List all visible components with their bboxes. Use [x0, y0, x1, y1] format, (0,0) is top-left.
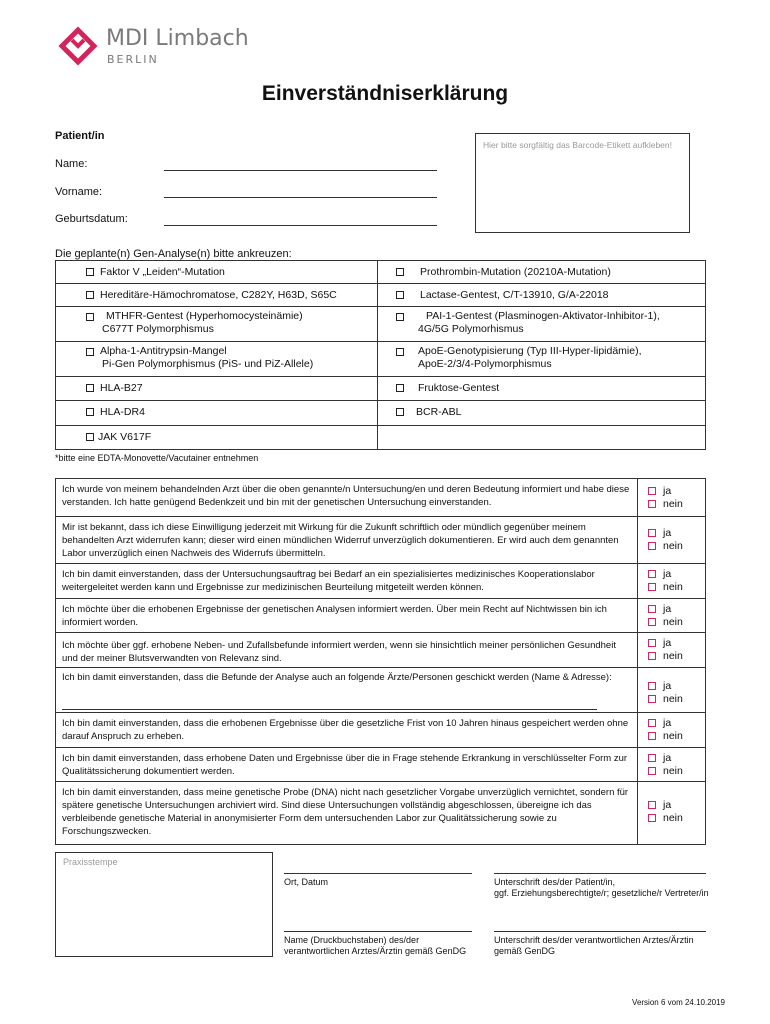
- analyses-footnote: *bitte eine EDTA-Monovette/Vacutainer entnehmen: [55, 453, 259, 463]
- checkbox-icon[interactable]: [396, 384, 404, 392]
- checkbox-icon[interactable]: [648, 605, 656, 613]
- vorname-label: Vorname:: [55, 186, 103, 198]
- consent-yes[interactable]: ja: [648, 603, 705, 616]
- checkbox-icon[interactable]: [648, 487, 656, 495]
- doctor-signature-label-1: Unterschrift des/der verantwortlichen Arztes/Ärztin: [494, 935, 694, 945]
- consent-yes[interactable]: ja: [648, 527, 705, 540]
- consent-no[interactable]: nein: [648, 650, 705, 663]
- analysis-label: HLA-DR4: [100, 406, 145, 418]
- analysis-cell[interactable]: [377, 260, 706, 284]
- analysis-label: Fruktose-Gentest: [418, 382, 500, 394]
- page-title: Einverständniserklärung: [261, 82, 509, 105]
- analysis-cell[interactable]: [55, 341, 378, 377]
- checkbox-icon[interactable]: [648, 570, 656, 578]
- analysis-cell[interactable]: [55, 306, 378, 342]
- analysis-label: JAK V617F: [98, 431, 152, 443]
- analysis-label: MTHFR-Gentest (Hyperhomocysteinämie): [106, 310, 303, 322]
- checkbox-icon[interactable]: [648, 754, 656, 762]
- consent-text-recipients: Ich bin damit einverstanden, dass die Befunde der Analyse auch an folgende Ärzte/Personen geschickt werden (Name & Adresse):: [55, 667, 638, 713]
- checkbox-icon[interactable]: [648, 682, 656, 690]
- checkbox-icon[interactable]: [396, 268, 404, 276]
- consent-options: [637, 667, 706, 713]
- consent-yes[interactable]: ja: [648, 680, 705, 693]
- logo-name: MDI Limbach: [106, 26, 249, 51]
- patient-section-label: Patient/in: [55, 130, 105, 142]
- consent-text: Mir ist bekannt, dass ich diese Einwilligung jederzeit mit Wirkung für die Zukunft schriftlich oder mündlich gegenüber meinem behandelten Arzt widerrufen kann; dieser wird einen mündlichen Widerruf unverzüglich dokumentieren. Er wird auch dem genannten Labor unverzüglich einen Nachweis des Widerrufs übermitteln.: [55, 516, 638, 564]
- consent-yes[interactable]: ja: [648, 717, 705, 730]
- analysis-cell[interactable]: [377, 400, 706, 426]
- analysis-label: Prothrombin-Mutation (20210A-Mutation): [420, 266, 611, 278]
- analysis-cell-empty: [377, 425, 706, 450]
- consent-no[interactable]: nein: [648, 498, 705, 511]
- checkbox-icon[interactable]: [396, 313, 404, 321]
- checkbox-icon[interactable]: [396, 408, 404, 416]
- checkbox-icon[interactable]: [648, 732, 656, 740]
- doctor-signature-line[interactable]: [494, 931, 706, 932]
- consent-text: Ich bin damit einverstanden, dass der Untersuchungsauftrag bei Bedarf an ein spezialisiertes medizinisches Kooperationslabor weitergeleitet werden kann und Ergebnisse zur medizinischen Beurteilung mitgeteilt werden können.: [55, 563, 638, 599]
- consent-options: [637, 712, 706, 748]
- checkbox-icon[interactable]: [86, 384, 94, 392]
- analysis-label: Alpha-1-Antitrypsin-Mangel: [100, 345, 227, 357]
- analysis-label: Lactase-Gentest, C/T-13910, G/A-22018: [420, 289, 609, 301]
- geburtsdatum-label: Geburtsdatum:: [55, 213, 128, 225]
- checkbox-icon[interactable]: [648, 583, 656, 591]
- analysis-label: 4G/5G Polymorhismus: [418, 323, 524, 335]
- barcode-box: [475, 133, 690, 233]
- checkbox-icon[interactable]: [648, 639, 656, 647]
- analysis-label: Hereditäre-Hämochromatose, C282Y, H63D, S65C: [100, 289, 337, 301]
- logo-mark-icon: [58, 26, 98, 66]
- checkbox-icon[interactable]: [86, 268, 94, 276]
- checkbox-icon[interactable]: [648, 801, 656, 809]
- stamp-label: Praxisstempe: [63, 857, 118, 867]
- analysis-label: BCR-ABL: [416, 406, 462, 418]
- checkbox-icon[interactable]: [648, 767, 656, 775]
- geburtsdatum-field[interactable]: [164, 225, 437, 226]
- consent-text: Ich möchte über die erhobenen Ergebnisse der genetischen Analysen informiert werden. Über mein Recht auf Nichtwissen bin ich informiert worden.: [55, 598, 638, 633]
- checkbox-icon[interactable]: [86, 433, 94, 441]
- consent-text: Ich wurde von meinem behandelnden Arzt über die oben genannte/n Untersuchung/en und deren Bedeutung informiert und habe diese verstanden. Ich hatte genügend Bedenkzeit und bin mit der genetischen Untersuchung einverstanden.: [55, 478, 638, 517]
- name-field[interactable]: [164, 170, 437, 171]
- logo: [58, 26, 258, 68]
- doctor-name-line[interactable]: [284, 931, 472, 932]
- analysis-label: Faktor V „Leiden“-Mutation: [100, 266, 225, 278]
- checkbox-icon[interactable]: [648, 814, 656, 822]
- checkbox-icon[interactable]: [648, 529, 656, 537]
- name-label: Name:: [55, 158, 88, 170]
- consent-yes[interactable]: ja: [648, 568, 705, 581]
- checkbox-icon[interactable]: [396, 291, 404, 299]
- consent-text: Ich möchte über ggf. erhobene Neben- und Zufallsbefunde informiert werden, wenn sie hinsichtlich meiner persönlichen Gesundheit und der meiner Blutsverwandten von Relevanz sind.: [55, 632, 638, 668]
- consent-yes[interactable]: ja: [648, 637, 705, 650]
- analyses-intro: Die geplante(n) Gen-Analyse(n) bitte ankreuzen:: [55, 248, 292, 260]
- doctor-name-label-2: verantwortlichen Arztes/Ärztin gemäß GenDG: [284, 946, 467, 956]
- analysis-cell[interactable]: [55, 283, 378, 307]
- consent-yes[interactable]: ja: [648, 752, 705, 765]
- analysis-label: ApoE-Genotypisierung (Typ III-Hyper-lipidämie),: [418, 345, 642, 357]
- doctor-name-label-1: Name (Druckbuchstaben) des/der: [284, 935, 420, 945]
- analysis-label: HLA-B27: [100, 382, 143, 394]
- consent-no[interactable]: nein: [648, 812, 705, 825]
- consent-options: [637, 632, 706, 668]
- analysis-cell[interactable]: [377, 341, 706, 377]
- checkbox-icon[interactable]: [86, 408, 94, 416]
- analysis-cell[interactable]: [55, 260, 378, 284]
- checkbox-icon[interactable]: [86, 313, 94, 321]
- analysis-label: C677T Polymorphismus: [102, 323, 214, 335]
- version-note: Version 6 vom 24.10.2019: [632, 998, 725, 1007]
- consent-no[interactable]: nein: [648, 730, 705, 743]
- checkbox-icon[interactable]: [648, 542, 656, 550]
- ort-datum-label: Ort, Datum: [284, 877, 329, 887]
- consent-no[interactable]: nein: [648, 616, 705, 629]
- logo-city: BERLIN: [107, 53, 159, 66]
- barcode-hint: Hier bitte sorgfältig das Barcode-Etikett aufkleben!: [483, 140, 672, 150]
- consent-no[interactable]: nein: [648, 581, 705, 594]
- patient-signature-line[interactable]: [494, 873, 706, 874]
- patient-signature-label-1: Unterschrift des/der Patient/in,: [494, 877, 616, 887]
- consent-yes[interactable]: ja: [648, 799, 705, 812]
- consent-options: [637, 563, 706, 599]
- ort-datum-line[interactable]: [284, 873, 472, 874]
- stamp-box: [55, 852, 273, 957]
- consent-text: Ich bin damit einverstanden, dass erhobene Daten und Ergebnisse über die in Frage stehende Erkrankung in verschlüsselter Form zur Qualitätssicherung dokumentiert werden.: [55, 747, 638, 782]
- checkbox-icon[interactable]: [648, 652, 656, 660]
- analysis-cell[interactable]: [377, 283, 706, 307]
- consent-options: [637, 598, 706, 633]
- doctor-signature-label-2: gemäß GenDG: [494, 946, 556, 956]
- consent-no[interactable]: nein: [648, 693, 705, 706]
- checkbox-icon[interactable]: [86, 348, 94, 356]
- vorname-field[interactable]: [164, 197, 437, 198]
- checkbox-icon[interactable]: [648, 500, 656, 508]
- consent-no[interactable]: nein: [648, 765, 705, 778]
- consent-options: [637, 516, 706, 564]
- analysis-label: PAI-1-Gentest (Plasminogen-Aktivator-Inhibitor-1),: [426, 310, 660, 322]
- consent-text: Ich bin damit einverstanden, dass die erhobenen Ergebnisse über die gesetzliche Frist von 10 Jahren hinaus gespeichert werden ohne darauf Anspruch zu erheben.: [55, 712, 638, 748]
- checkbox-icon[interactable]: [648, 719, 656, 727]
- recipients-field[interactable]: [62, 709, 597, 710]
- patient-signature-label-2: ggf. Erziehungsberechtigte/r; gesetzliche/r Vertreter/in: [494, 888, 709, 898]
- checkbox-icon[interactable]: [648, 618, 656, 626]
- analysis-label: Pi-Gen Polymorphismus (PiS- und PiZ-Allele): [102, 358, 314, 370]
- consent-text: Ich bin damit einverstanden, dass meine genetische Probe (DNA) nicht nach gesetzlicher Vorgabe unverzüglich vernichtet, sondern für spätere genetische Untersuchungen archiviert wird. Sind diese Untersuchungen vollständig abgeschlossen, übereigne ich das verbleibende genetische Material in anonymisierter Form dem untersuchenden Labor zur Qualitätssicherung sowie zu Forschungszwecken.: [55, 781, 638, 845]
- consent-options: [637, 747, 706, 782]
- consent-options: [637, 478, 706, 517]
- consent-options: [637, 781, 706, 845]
- analysis-cell[interactable]: [55, 400, 378, 426]
- checkbox-icon[interactable]: [86, 291, 94, 299]
- consent-no[interactable]: nein: [648, 540, 705, 553]
- analysis-cell[interactable]: [377, 376, 706, 401]
- consent-yes[interactable]: ja: [648, 485, 705, 498]
- analysis-cell[interactable]: [377, 306, 706, 342]
- checkbox-icon[interactable]: [396, 348, 404, 356]
- checkbox-icon[interactable]: [648, 695, 656, 703]
- analysis-cell[interactable]: [55, 425, 378, 450]
- analysis-cell[interactable]: [55, 376, 378, 401]
- analysis-label: ApoE-2/3/4-Polymorphismus: [418, 358, 552, 370]
